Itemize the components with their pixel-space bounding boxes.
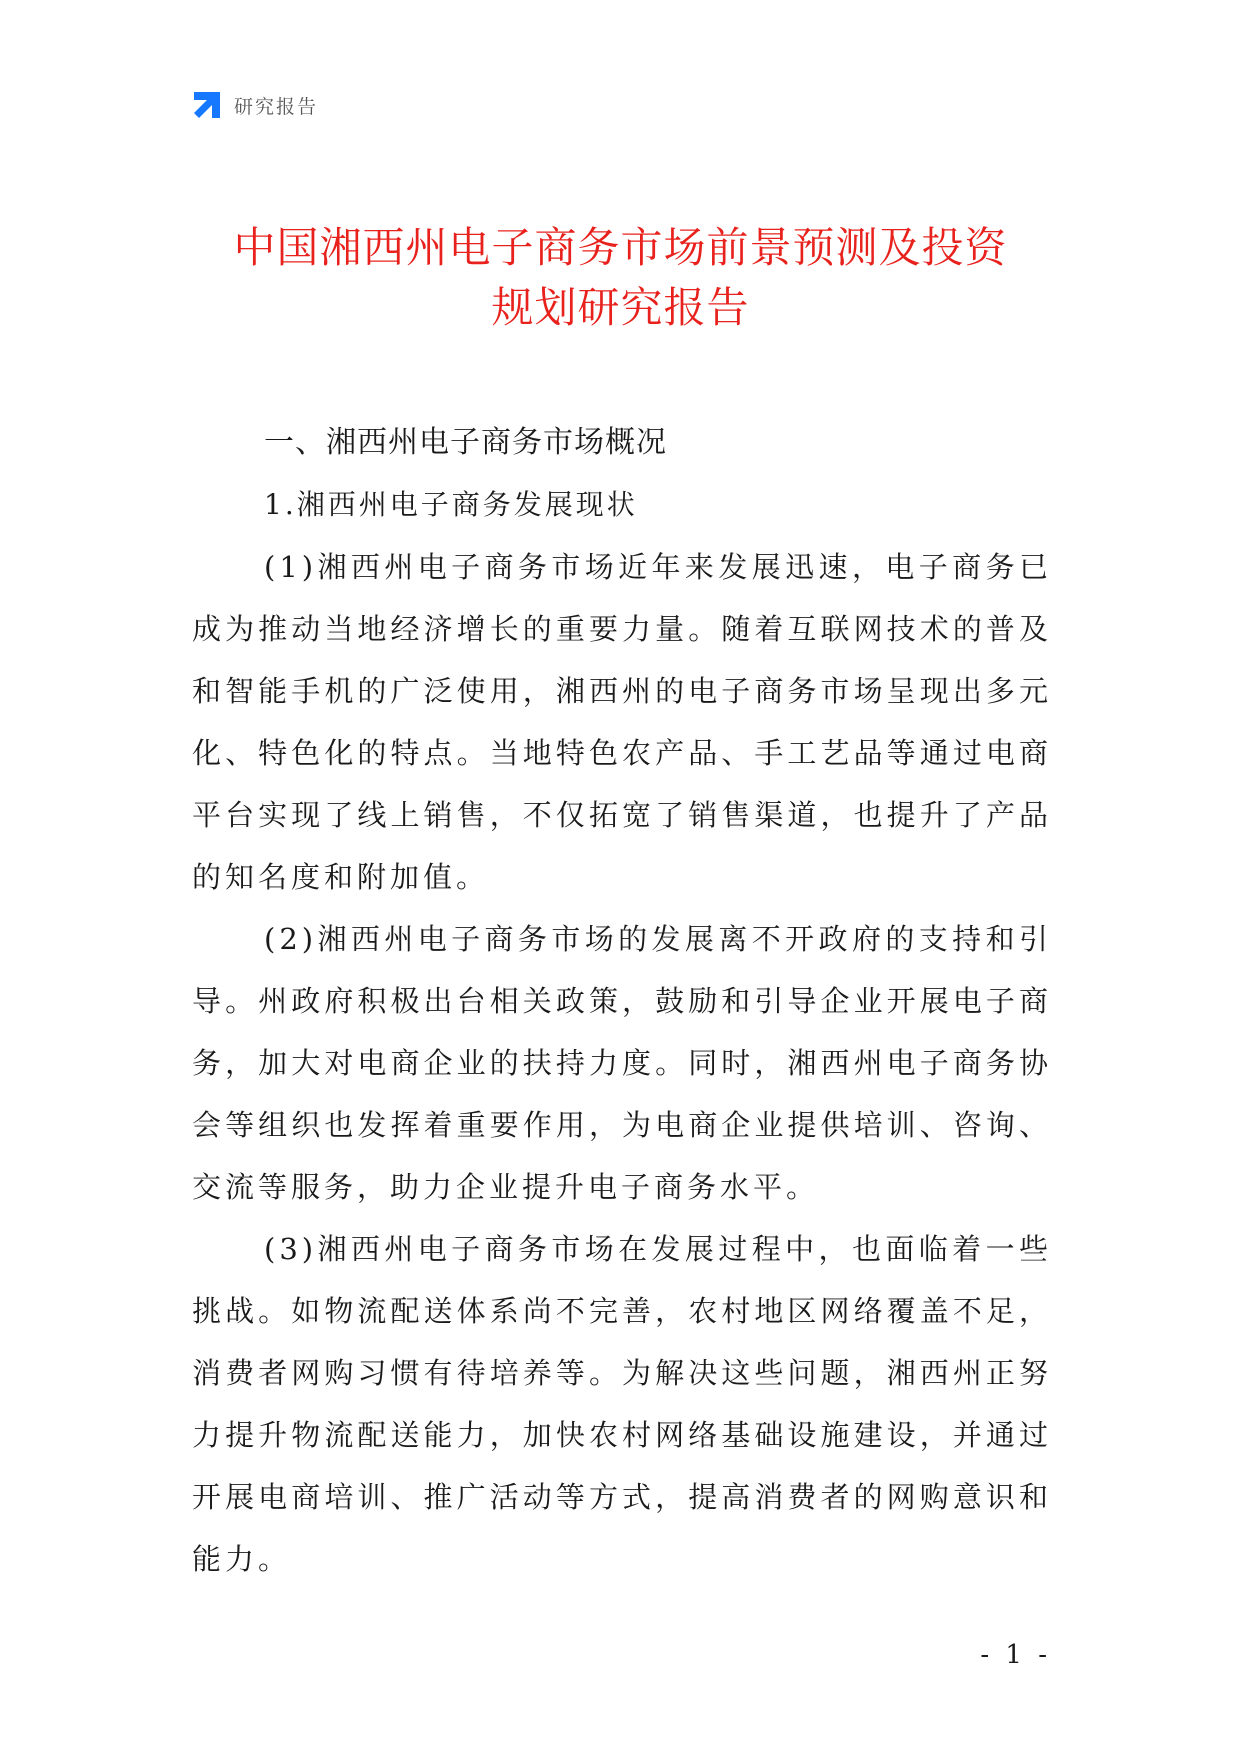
paragraph-3: (3)湘西州电子商务市场在发展过程中，也面临着一些挑战。如物流配送体系尚不完善，农村地区网络覆盖不足，消费者网购习惯有待培养等。为解决这些问题，湘西州正努力提升物流配送能力，加快农村网络基础设施建设，并通过开展电商培训、推广活动等方式，提高消费者的网购意识和能力。 [192,1232,1052,1576]
title-line-1: 中国湘西州电子商务市场前景预测及投资 [233,223,1008,272]
document-title [150,218,1091,338]
section-heading: 一、湘西州电子商务市场概况 [264,425,667,460]
paragraph-1: (1)湘西州电子商务市场近年来发展迅速，电子商务已成为推动当地经济增长的重要力量。随着互联网技术的普及和智能手机的广泛使用，湘西州的电子商务市场呈现出多元化、特色化的特点。当地特色农产品、手工艺品等通过电商平台实现了线上销售，不仅拓宽了销售渠道，也提升了产品的知名度和附加值。 [192,550,1052,894]
paragraph-2: (2)湘西州电子商务市场的发展离不开政府的支持和引导。州政府积极出台相关政策，鼓励和引导企业开展电子商务，加大对电商企业的扶持力度。同时，湘西州电子商务协会等组织也发挥着重要作用，为电商企业提供培训、咨询、交流等服务，助力企业提升电子商务水平。 [192,922,1052,1204]
title-line-2: 规划研究报告 [491,283,750,332]
section-subheading: 1.湘西州电子商务发展现状 [264,488,638,521]
page-number: - 1 - [980,1640,1051,1670]
header-label: 研究报告 [234,95,319,118]
document-body [192,412,1052,1590]
report-header [190,88,318,122]
arrow-logo-icon [190,88,224,122]
